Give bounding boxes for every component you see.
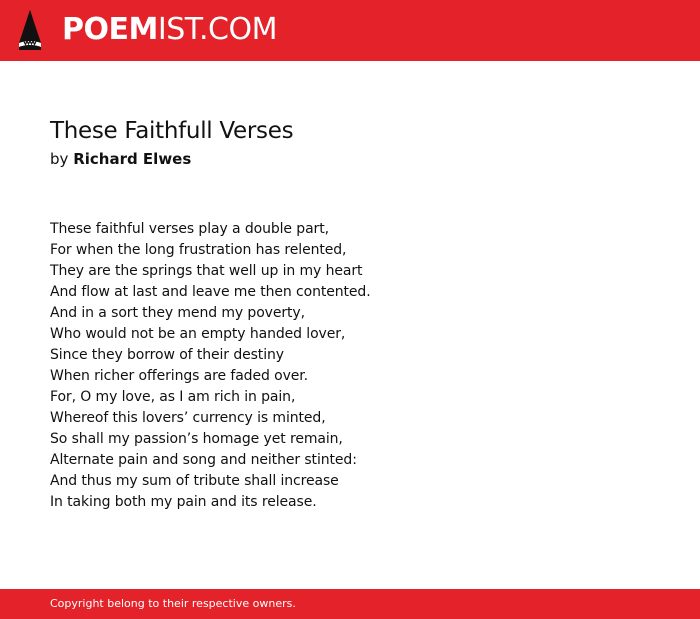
poem-line: Who would not be an empty handed lover,: [50, 326, 346, 342]
poem-line: In taking both my pain and its release.: [50, 494, 317, 510]
by-label: by: [50, 150, 69, 168]
poem-line: Whereof this lovers’ currency is minted,: [50, 410, 326, 426]
pencil-tip-icon[interactable]: [18, 9, 42, 51]
poem-line: So shall my passion’s homage yet remain,: [50, 431, 343, 447]
poem-line: Alternate pain and song and neither stinted:: [50, 452, 357, 468]
logo-text-light: IST.COM: [157, 12, 277, 47]
poem-line: These faithful verses play a double part,: [50, 221, 329, 237]
site-header: [0, 0, 700, 61]
poem-line: They are the springs that well up in my heart: [50, 263, 363, 279]
copyright-notice: Copyright belong to their respective owners.: [50, 597, 296, 610]
site-logo[interactable]: [62, 12, 277, 48]
poem-line: When richer offerings are faded over.: [50, 368, 308, 384]
poem-body: [50, 219, 371, 513]
poem-author: Richard Elwes: [73, 150, 192, 168]
poem-line: And thus my sum of tribute shall increase: [50, 473, 339, 489]
poem-byline: [50, 149, 191, 169]
poem-line: And flow at last and leave me then contented.: [50, 284, 371, 300]
poem-line: For, O my love, as I am rich in pain,: [50, 389, 296, 405]
poem-line: And in a sort they mend my poverty,: [50, 305, 305, 321]
poem-title: These Faithfull Verses: [50, 118, 294, 144]
site-footer: [0, 589, 700, 619]
poem-line: Since they borrow of their destiny: [50, 347, 284, 363]
logo-text-bold: POEM: [62, 12, 158, 47]
poem-line: For when the long frustration has relented,: [50, 242, 347, 258]
